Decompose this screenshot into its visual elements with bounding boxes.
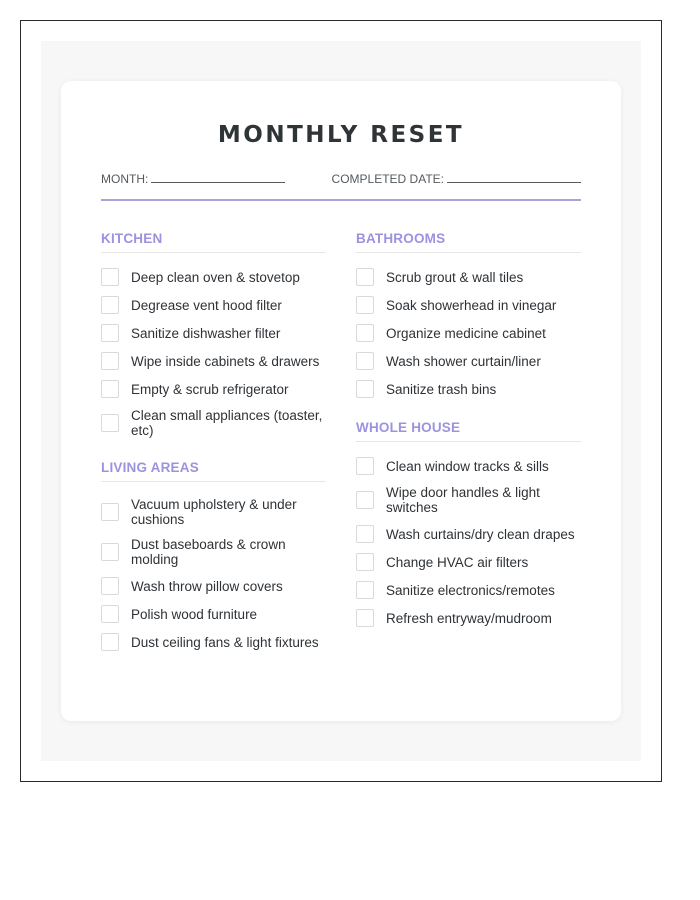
task-list-whole-house [356, 457, 581, 627]
checklist-item[interactable] [356, 268, 581, 286]
task-label: Vacuum upholstery & under cushions [131, 497, 297, 527]
task-label: Empty & scrub refrigerator [131, 381, 289, 397]
task-label: Sanitize electronics/remotes [386, 582, 555, 598]
section-whole-house [356, 420, 581, 627]
task-label: Clean window tracks & sills [386, 458, 549, 474]
task-label: Dust ceiling fans & light fixtures [131, 634, 319, 650]
checklist-item[interactable] [101, 577, 326, 595]
checklist-item[interactable] [356, 352, 581, 370]
task-label: Wash shower curtain/liner [386, 353, 541, 369]
checkbox[interactable] [356, 457, 374, 475]
checkbox[interactable] [356, 324, 374, 342]
task-list-living-areas [101, 497, 326, 651]
section-title-bathrooms: BATHROOMS [356, 231, 581, 253]
checklist-item[interactable] [101, 408, 326, 438]
task-label: Soak showerhead in vinegar [386, 297, 557, 313]
section-living-areas [101, 460, 326, 651]
background-panel [41, 41, 641, 761]
checklist-item[interactable] [356, 457, 581, 475]
task-label: Wipe door handles & light switches [386, 485, 540, 515]
task-list-bathrooms [356, 268, 581, 398]
page-frame [20, 20, 662, 782]
task-label: Change HVAC air filters [386, 554, 529, 570]
task-list-kitchen [101, 268, 326, 438]
checkbox[interactable] [356, 268, 374, 286]
task-label: Wash curtains/dry clean drapes [386, 526, 575, 542]
meta-row [101, 171, 581, 191]
month-blank-line[interactable] [151, 171, 285, 183]
task-label: Polish wood furniture [131, 606, 258, 622]
checklist-item[interactable] [101, 633, 326, 651]
completed-date-field[interactable] [332, 171, 581, 186]
task-label: Deep clean oven & stovetop [131, 269, 300, 285]
section-bathrooms [356, 231, 581, 398]
task-label: Sanitize dishwasher filter [131, 325, 281, 341]
checkbox[interactable] [356, 380, 374, 398]
completed-date-label: COMPLETED DATE: [331, 172, 444, 186]
checklist-item[interactable] [101, 605, 326, 623]
checkbox[interactable] [356, 352, 374, 370]
checkbox[interactable] [101, 577, 119, 595]
checklist-item[interactable] [356, 525, 581, 543]
task-label: Organize medicine cabinet [386, 325, 546, 341]
checkbox[interactable] [101, 352, 119, 370]
section-title-kitchen: KITCHEN [101, 231, 326, 253]
checklist-item[interactable] [356, 581, 581, 599]
checkbox[interactable] [101, 324, 119, 342]
task-label: Sanitize trash bins [386, 381, 497, 397]
section-kitchen [101, 231, 326, 438]
checkbox[interactable] [356, 525, 374, 543]
checkbox[interactable] [101, 503, 119, 521]
left-column [101, 231, 326, 673]
checklist-card [61, 81, 621, 721]
task-label: Degrease vent hood filter [131, 297, 282, 313]
page-title: MONTHLY RESET [217, 122, 465, 148]
month-label: MONTH: [101, 172, 149, 186]
checklist-item[interactable] [101, 537, 326, 567]
checklist-item[interactable] [356, 296, 581, 314]
checklist-item[interactable] [101, 324, 326, 342]
task-label: Wipe inside cabinets & drawers [131, 353, 320, 369]
checklist-item[interactable] [356, 324, 581, 342]
checkbox[interactable] [101, 296, 119, 314]
header-divider [101, 199, 581, 201]
checklist-item[interactable] [356, 485, 581, 515]
checklist-item[interactable] [356, 609, 581, 627]
checkbox[interactable] [356, 581, 374, 599]
checkbox[interactable] [356, 296, 374, 314]
completed-date-blank-line[interactable] [447, 171, 581, 183]
section-title-whole-house: WHOLE HOUSE [356, 420, 581, 442]
checklist-item[interactable] [101, 380, 326, 398]
checkbox[interactable] [101, 414, 119, 432]
checkbox[interactable] [101, 605, 119, 623]
month-field[interactable] [101, 171, 285, 186]
checkbox[interactable] [356, 553, 374, 571]
checkbox[interactable] [101, 543, 119, 561]
task-label: Wash throw pillow covers [131, 578, 283, 594]
task-label: Clean small appliances (toaster, etc) [131, 408, 323, 438]
checkbox[interactable] [356, 491, 374, 509]
task-label: Scrub grout & wall tiles [386, 269, 524, 285]
checkbox[interactable] [101, 633, 119, 651]
checklist-item[interactable] [356, 380, 581, 398]
checkbox[interactable] [101, 380, 119, 398]
checklist-item[interactable] [101, 296, 326, 314]
checklist-item[interactable] [101, 497, 326, 527]
section-title-living-areas: LIVING AREAS [101, 460, 326, 482]
checkbox[interactable] [101, 268, 119, 286]
checkbox[interactable] [356, 609, 374, 627]
task-label: Dust baseboards & crown molding [131, 537, 286, 567]
right-column [356, 231, 581, 649]
task-label: Refresh entryway/mudroom [386, 610, 552, 626]
checklist-item[interactable] [101, 268, 326, 286]
checklist-item[interactable] [101, 352, 326, 370]
checklist-item[interactable] [356, 553, 581, 571]
